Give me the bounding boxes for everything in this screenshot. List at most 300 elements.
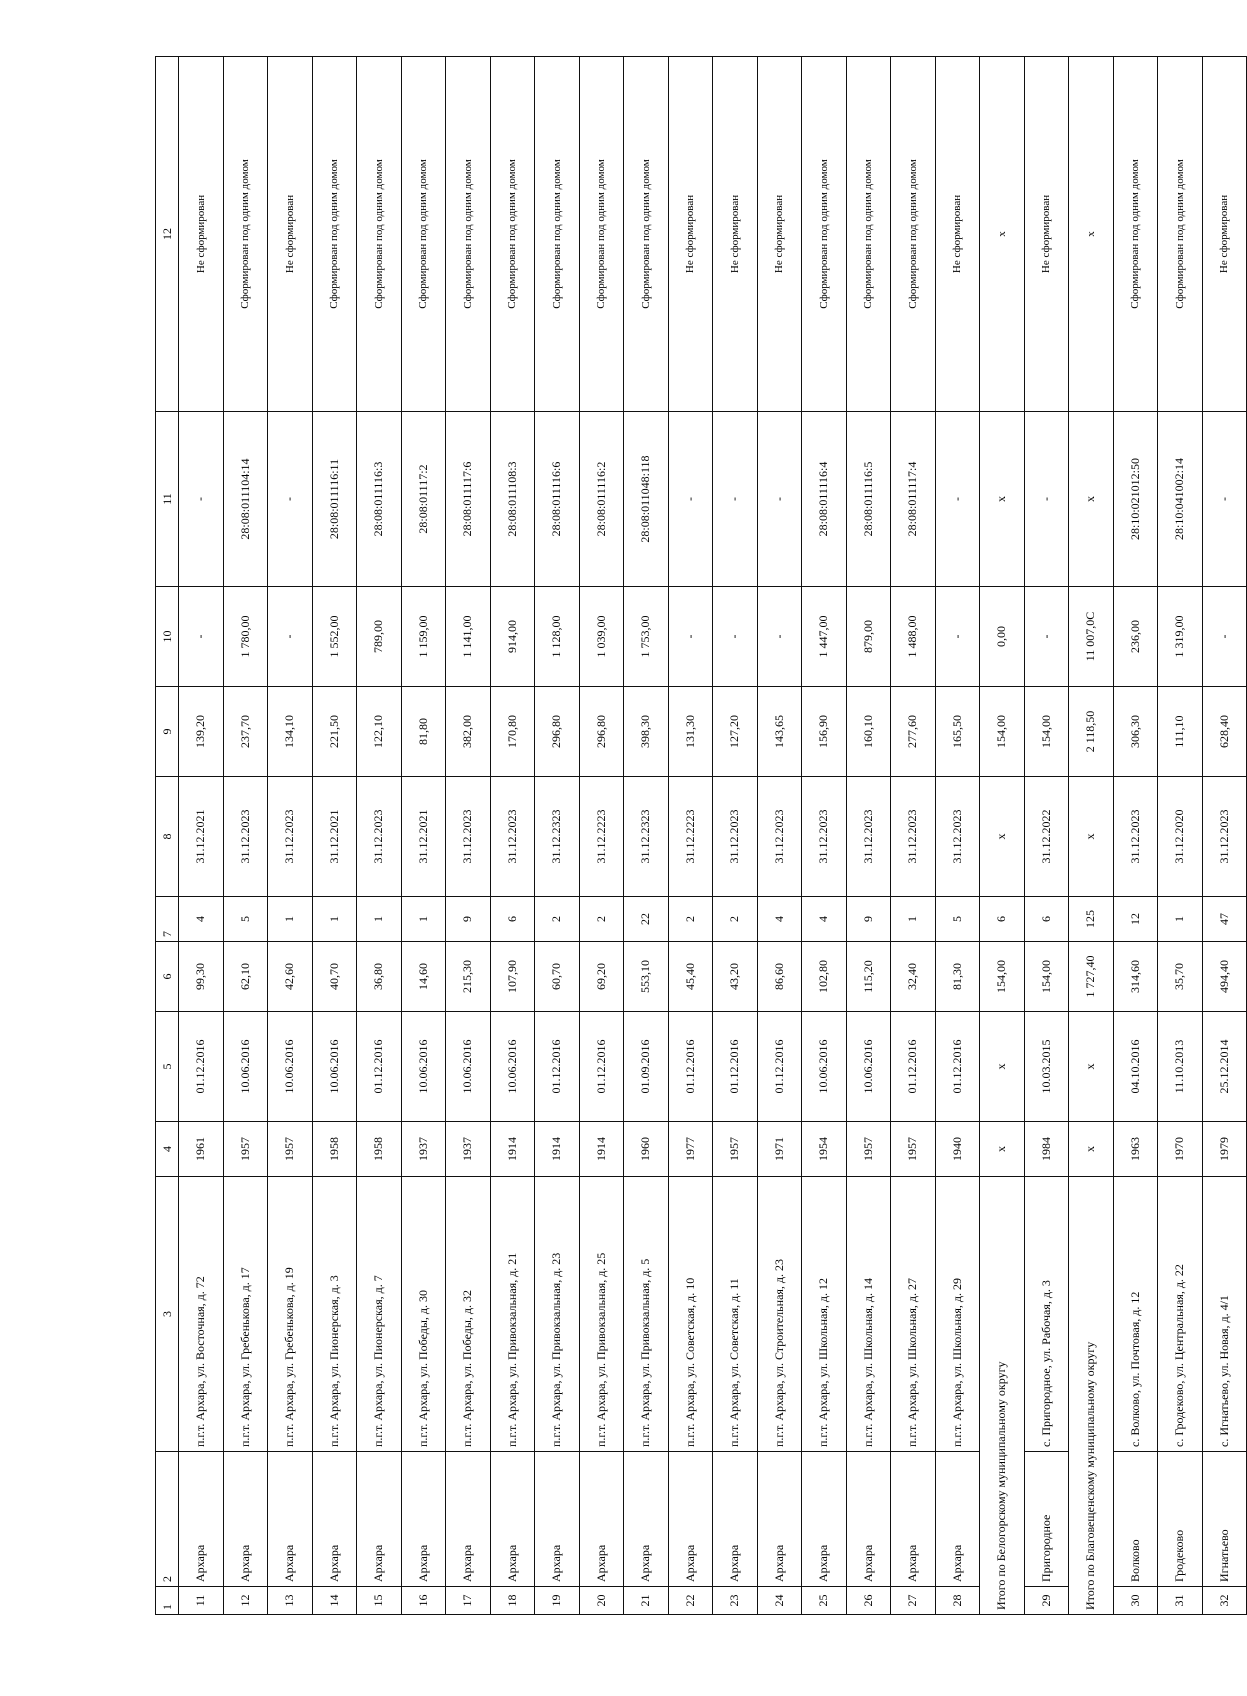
residents-cell: 2 [668,897,713,942]
year-cell: 1963 [1113,1122,1158,1177]
col-header: 2 [156,1452,179,1587]
deadline-cell: 31.12.2023 [357,777,402,897]
land-area-cell: 1 128,00 [535,587,580,687]
land-area-cell: - [713,587,758,687]
total-area-cell: 165,50 [935,687,980,777]
land-status-cell: x [1069,57,1114,412]
table-row [312,57,357,1615]
land-area-cell: 236,00 [1113,587,1158,687]
year-cell: 1914 [490,1122,535,1177]
address-cell: п.г.т. Архара, ул. Привокзальная, д. 5 [624,1177,669,1452]
year-cell: 1940 [935,1122,980,1177]
address-cell: п.г.т. Архара, ул. Пионерская, д. 7 [357,1177,402,1452]
area-cell: 62,10 [223,942,268,1012]
row-number: 18 [490,1587,535,1615]
address-cell: п.г.т. Архара, ул. Строительная, д. 23 [757,1177,802,1452]
table-row [1158,57,1203,1615]
settlement-cell: Пригородное [1024,1452,1069,1587]
recognition-date-cell: 10.06.2016 [846,1012,891,1122]
land-area-cell: 1 780,00 [223,587,268,687]
land-status-cell: Сформирован под одним домом [1113,57,1158,412]
row-number: 13 [268,1587,313,1615]
deadline-cell: 31.12.2223 [668,777,713,897]
cadastral-number-cell: 28:08:011116:11 [312,412,357,587]
table-row [401,57,446,1615]
area-cell: 81,30 [935,942,980,1012]
total-area-cell: 382,00 [446,687,491,777]
year-cell: 1914 [579,1122,624,1177]
land-status-cell: Сформирован под одним домом [446,57,491,412]
area-cell: 314,60 [1113,942,1158,1012]
year-cell: 1957 [268,1122,313,1177]
residents-cell: 5 [223,897,268,942]
deadline-cell: 31.12.2023 [713,777,758,897]
recognition-date-cell: x [980,1012,1025,1122]
residents-cell: 1 [312,897,357,942]
deadline-cell: 31.12.2223 [579,777,624,897]
cadastral-number-cell: 28:08:011104:14 [223,412,268,587]
recognition-date-cell: 01.12.2016 [179,1012,224,1122]
cadastral-number-cell: 28:08:011117:4 [891,412,936,587]
year-cell: 1970 [1158,1122,1203,1177]
residents-cell: 6 [490,897,535,942]
total-area-cell: 156,90 [802,687,847,777]
year-cell: 1961 [179,1122,224,1177]
land-area-cell: - [757,587,802,687]
land-area-cell: - [179,587,224,687]
row-number: 24 [757,1587,802,1615]
row-number: 20 [579,1587,624,1615]
land-status-cell: Сформирован под одним домом [624,57,669,412]
recognition-date-cell: 01.12.2016 [757,1012,802,1122]
recognition-date-cell: 10.03.2015 [1024,1012,1069,1122]
land-area-cell: - [1024,587,1069,687]
cadastral-number-cell: 28:10:021012:50 [1113,412,1158,587]
settlement-cell: Архара [179,1452,224,1587]
settlement-cell: Архара [802,1452,847,1587]
area-cell: 43,20 [713,942,758,1012]
residents-cell: 1 [401,897,446,942]
recognition-date-cell: 04.10.2016 [1113,1012,1158,1122]
cadastral-number-cell: 28:08:011117:6 [446,412,491,587]
area-cell: 45,40 [668,942,713,1012]
year-cell: 1977 [668,1122,713,1177]
row-number: 25 [802,1587,847,1615]
cadastral-number-cell: 28:08:011108:3 [490,412,535,587]
recognition-date-cell: 10.06.2016 [446,1012,491,1122]
row-number: 21 [624,1587,669,1615]
address-cell: п.г.т. Архара, ул. Привокзальная, д. 25 [579,1177,624,1452]
table-row [1024,57,1069,1615]
col-header: 6 [156,942,179,1012]
area-cell: 494,40 [1202,942,1247,1012]
land-status-cell: Сформирован под одним домом [1158,57,1203,412]
land-area-cell: 1 447,00 [802,587,847,687]
deadline-cell: 31.12.2023 [757,777,802,897]
cadastral-number-cell: - [179,412,224,587]
settlement-cell: Архара [535,1452,580,1587]
deadline-cell: 31.12.2023 [268,777,313,897]
recognition-date-cell: 01.12.2016 [713,1012,758,1122]
land-area-cell: 1 552,00 [312,587,357,687]
year-cell: x [980,1122,1025,1177]
cadastral-number-cell: 28:10:041002:14 [1158,412,1203,587]
year-cell: 1960 [624,1122,669,1177]
deadline-cell: 31.12.2023 [223,777,268,897]
table-row [579,57,624,1615]
land-area-cell: 1 488,00 [891,587,936,687]
cadastral-number-cell: 28:08:011116:5 [846,412,891,587]
total-area-cell: 134,10 [268,687,313,777]
deadline-cell: x [980,777,1025,897]
cadastral-number-cell: x [980,412,1025,587]
residents-cell: 4 [802,897,847,942]
total-area-cell: 127,20 [713,687,758,777]
settlement-cell: Волково [1113,1452,1158,1587]
area-cell: 1 727,40 [1069,942,1114,1012]
area-cell: 102,80 [802,942,847,1012]
settlement-cell: Архара [579,1452,624,1587]
cadastral-number-cell: 28:08:011048:118 [624,412,669,587]
area-cell: 215,30 [446,942,491,1012]
total-area-cell: 277,60 [891,687,936,777]
deadline-cell: 31.12.2023 [891,777,936,897]
rotated-table-wrapper [155,57,1247,1615]
address-cell: п.г.т. Архара, ул. Советская, д. 10 [668,1177,713,1452]
col-header: 11 [156,412,179,587]
total-area-cell: 221,50 [312,687,357,777]
land-status-cell: x [980,57,1025,412]
land-area-cell: - [935,587,980,687]
total-area-cell: 131,30 [668,687,713,777]
total-area-cell: 154,00 [1024,687,1069,777]
area-cell: 36,80 [357,942,402,1012]
address-cell: п.г.т. Архара, ул. Привокзальная, д. 21 [490,1177,535,1452]
residents-cell: 1 [357,897,402,942]
cadastral-number-cell: - [757,412,802,587]
residents-cell: 1 [268,897,313,942]
total-area-cell: 628,40 [1202,687,1247,777]
land-status-cell: Не сформирован [757,57,802,412]
settlement-cell: Архара [357,1452,402,1587]
cadastral-number-cell: 28:08:011116:4 [802,412,847,587]
total-area-cell: 143,65 [757,687,802,777]
row-number: 15 [357,1587,402,1615]
settlement-cell: Архара [490,1452,535,1587]
table-row [846,57,891,1615]
row-number: 32 [1202,1587,1247,1615]
row-number: 26 [846,1587,891,1615]
table-body [179,57,1247,1615]
total-area-cell: 237,70 [223,687,268,777]
settlement-cell: Архара [891,1452,936,1587]
land-status-cell: Не сформирован [668,57,713,412]
residents-cell: 6 [980,897,1025,942]
table-row [179,57,224,1615]
residents-cell: 9 [846,897,891,942]
col-header: 5 [156,1012,179,1122]
year-cell: 1937 [446,1122,491,1177]
housing-table [155,56,1247,1615]
year-cell: 1957 [846,1122,891,1177]
address-cell: п.г.т. Архара, ул. Победы, д. 32 [446,1177,491,1452]
year-cell: 1957 [223,1122,268,1177]
address-cell: п.г.т. Архара, ул. Школьная, д. 29 [935,1177,980,1452]
recognition-date-cell: 01.12.2016 [668,1012,713,1122]
table-row [713,57,758,1615]
area-cell: 69,20 [579,942,624,1012]
land-status-cell: Не сформирован [268,57,313,412]
col-header: 4 [156,1122,179,1177]
cadastral-number-cell: - [1024,412,1069,587]
recognition-date-cell: 10.06.2016 [490,1012,535,1122]
land-status-cell: Сформирован под одним домом [802,57,847,412]
land-area-cell: 914,00 [490,587,535,687]
address-cell: п.г.т. Архара, ул. Гребенькова, д. 19 [268,1177,313,1452]
cadastral-number-cell: 28:08:011116:6 [535,412,580,587]
area-cell: 99,30 [179,942,224,1012]
total-area-cell: 139,20 [179,687,224,777]
deadline-cell: 31.12.2021 [312,777,357,897]
col-header: 10 [156,587,179,687]
land-area-cell: 1 159,00 [401,587,446,687]
area-cell: 14,60 [401,942,446,1012]
table-row [357,57,402,1615]
cadastral-number-cell: 28:08:011116:3 [357,412,402,587]
settlement-cell: Игнатьево [1202,1452,1247,1587]
total-area-cell: 111,10 [1158,687,1203,777]
row-number: 29 [1024,1587,1069,1615]
area-cell: 86,60 [757,942,802,1012]
land-status-cell: Не сформирован [1024,57,1069,412]
deadline-cell: 31.12.2023 [490,777,535,897]
table-row [891,57,936,1615]
settlement-cell: Архара [312,1452,357,1587]
land-status-cell: Сформирован под одним домом [846,57,891,412]
recognition-date-cell: x [1069,1012,1114,1122]
deadline-cell: 31.12.2023 [1202,777,1247,897]
land-status-cell: Не сформирован [713,57,758,412]
residents-cell: 4 [757,897,802,942]
land-status-cell: Сформирован под одним домом [312,57,357,412]
residents-cell: 22 [624,897,669,942]
total-area-cell: 81,80 [401,687,446,777]
cadastral-number-cell: 28:08:01117:2 [401,412,446,587]
address-cell: п.г.т. Архара, ул. Советская, д. 11 [713,1177,758,1452]
total-area-cell: 296,80 [579,687,624,777]
year-cell: 1954 [802,1122,847,1177]
cadastral-number-cell: - [935,412,980,587]
area-cell: 60,70 [535,942,580,1012]
land-status-cell: Сформирован под одним домом [401,57,446,412]
subtotal-row [1069,57,1114,1615]
col-header: 9 [156,687,179,777]
deadline-cell: 31.12.2323 [624,777,669,897]
deadline-cell: x [1069,777,1114,897]
land-area-cell: 879,00 [846,587,891,687]
land-area-cell: 0,00 [980,587,1025,687]
residents-cell: 9 [446,897,491,942]
settlement-cell: Архара [401,1452,446,1587]
total-area-cell: 398,30 [624,687,669,777]
recognition-date-cell: 25.12.2014 [1202,1012,1247,1122]
area-cell: 154,00 [980,942,1025,1012]
subtotal-row [980,57,1025,1615]
year-cell: 1958 [312,1122,357,1177]
settlement-cell: Архара [757,1452,802,1587]
area-cell: 35,70 [1158,942,1203,1012]
recognition-date-cell: 11.10.2013 [1158,1012,1203,1122]
row-number: 30 [1113,1587,1158,1615]
col-header: 7 [156,897,179,942]
header-row [156,57,179,1615]
total-area-cell: 170,80 [490,687,535,777]
address-cell: с. Волково, ул. Почтовая, д. 12 [1113,1177,1158,1452]
land-status-cell: Не сформирован [935,57,980,412]
residents-cell: 4 [179,897,224,942]
address-cell: п.г.т. Архара, ул. Школьная, д. 12 [802,1177,847,1452]
deadline-cell: 31.12.2022 [1024,777,1069,897]
residents-cell: 1 [891,897,936,942]
year-cell: 1957 [713,1122,758,1177]
total-area-cell: 160,10 [846,687,891,777]
area-cell: 40,70 [312,942,357,1012]
row-number: 31 [1158,1587,1203,1615]
settlement-cell: Архара [935,1452,980,1587]
land-status-cell: Сформирован под одним домом [535,57,580,412]
area-cell: 553,10 [624,942,669,1012]
year-cell: x [1069,1122,1114,1177]
row-number: 28 [935,1587,980,1615]
deadline-cell: 31.12.2023 [846,777,891,897]
recognition-date-cell: 01.12.2016 [891,1012,936,1122]
cadastral-number-cell: x [1069,412,1114,587]
residents-cell: 47 [1202,897,1247,942]
recognition-date-cell: 10.06.2016 [268,1012,313,1122]
subtotal-label: Итого по Благовещенскому муниципальному округу [1069,1177,1114,1615]
cadastral-number-cell: 28:08:011116:2 [579,412,624,587]
deadline-cell: 31.12.2023 [446,777,491,897]
land-area-cell: - [268,587,313,687]
address-cell: п.г.т. Архара, ул. Гребенькова, д. 17 [223,1177,268,1452]
table-row [668,57,713,1615]
deadline-cell: 31.12.2023 [1113,777,1158,897]
residents-cell: 2 [535,897,580,942]
settlement-cell: Архара [268,1452,313,1587]
area-cell: 115,20 [846,942,891,1012]
row-number: 27 [891,1587,936,1615]
settlement-cell: Архара [624,1452,669,1587]
deadline-cell: 31.12.2023 [802,777,847,897]
subtotal-label: Итого по Белогорскому муниципальному округу [980,1177,1025,1615]
land-area-cell: - [668,587,713,687]
recognition-date-cell: 01.12.2016 [935,1012,980,1122]
deadline-cell: 31.12.2021 [179,777,224,897]
settlement-cell: Архара [713,1452,758,1587]
area-cell: 154,00 [1024,942,1069,1012]
cadastral-number-cell: - [1202,412,1247,587]
year-cell: 1971 [757,1122,802,1177]
year-cell: 1937 [401,1122,446,1177]
land-area-cell: 1 753,00 [624,587,669,687]
address-cell: п.г.т. Архара, ул. Школьная, д. 27 [891,1177,936,1452]
cadastral-number-cell: - [268,412,313,587]
year-cell: 1914 [535,1122,580,1177]
land-status-cell: Сформирован под одним домом [357,57,402,412]
address-cell: п.г.т. Архара, ул. Восточная, д. 72 [179,1177,224,1452]
land-status-cell: Сформирован под одним домом [891,57,936,412]
table-row [624,57,669,1615]
deadline-cell: 31.12.2021 [401,777,446,897]
residents-cell: 1 [1158,897,1203,942]
year-cell: 1957 [891,1122,936,1177]
deadline-cell: 31.12.2023 [935,777,980,897]
cadastral-number-cell: - [668,412,713,587]
table-row [757,57,802,1615]
residents-cell: 2 [713,897,758,942]
total-area-cell: 306,30 [1113,687,1158,777]
settlement-cell: Гродеково [1158,1452,1203,1587]
table-row [535,57,580,1615]
address-cell: с. Пригородное, ул. Рабочая, д. 3 [1024,1177,1069,1452]
col-header: 8 [156,777,179,897]
address-cell: п.г.т. Архара, ул. Пионерская, д. 3 [312,1177,357,1452]
land-status-cell: Не сформирован [1202,57,1247,412]
row-number: 22 [668,1587,713,1615]
land-area-cell: 789,00 [357,587,402,687]
land-status-cell: Сформирован под одним домом [579,57,624,412]
land-area-cell: - [1202,587,1247,687]
year-cell: 1958 [357,1122,402,1177]
year-cell: 1984 [1024,1122,1069,1177]
row-number: 11 [179,1587,224,1615]
recognition-date-cell: 10.06.2016 [223,1012,268,1122]
residents-cell: 6 [1024,897,1069,942]
col-header: 3 [156,1177,179,1452]
address-cell: с. Гродеково, ул. Центральная, д. 22 [1158,1177,1203,1452]
address-cell: п.г.т. Архара, ул. Привокзальная, д. 23 [535,1177,580,1452]
land-status-cell: Сформирован под одним домом [490,57,535,412]
table-row [446,57,491,1615]
area-cell: 42,60 [268,942,313,1012]
table-row [802,57,847,1615]
table-row [223,57,268,1615]
recognition-date-cell: 10.06.2016 [401,1012,446,1122]
address-cell: с. Игнатьево, ул. Новая, д. 4/1 [1202,1177,1247,1452]
total-area-cell: 122,10 [357,687,402,777]
recognition-date-cell: 01.09.2016 [624,1012,669,1122]
settlement-cell: Архара [446,1452,491,1587]
row-number: 19 [535,1587,580,1615]
table-row [268,57,313,1615]
settlement-cell: Архара [846,1452,891,1587]
land-area-cell: 1 319,00 [1158,587,1203,687]
recognition-date-cell: 01.12.2016 [579,1012,624,1122]
total-area-cell: 154,00 [980,687,1025,777]
land-status-cell: Не сформирован [179,57,224,412]
address-cell: п.г.т. Архара, ул. Школьная, д. 14 [846,1177,891,1452]
land-area-cell: 1 141,00 [446,587,491,687]
land-area-cell: 11 007,0C [1069,587,1114,687]
table-row [1202,57,1247,1615]
residents-cell: 125 [1069,897,1114,942]
total-area-cell: 296,80 [535,687,580,777]
residents-cell: 5 [935,897,980,942]
settlement-cell: Архара [668,1452,713,1587]
row-number: 14 [312,1587,357,1615]
year-cell: 1979 [1202,1122,1247,1177]
recognition-date-cell: 10.06.2016 [312,1012,357,1122]
